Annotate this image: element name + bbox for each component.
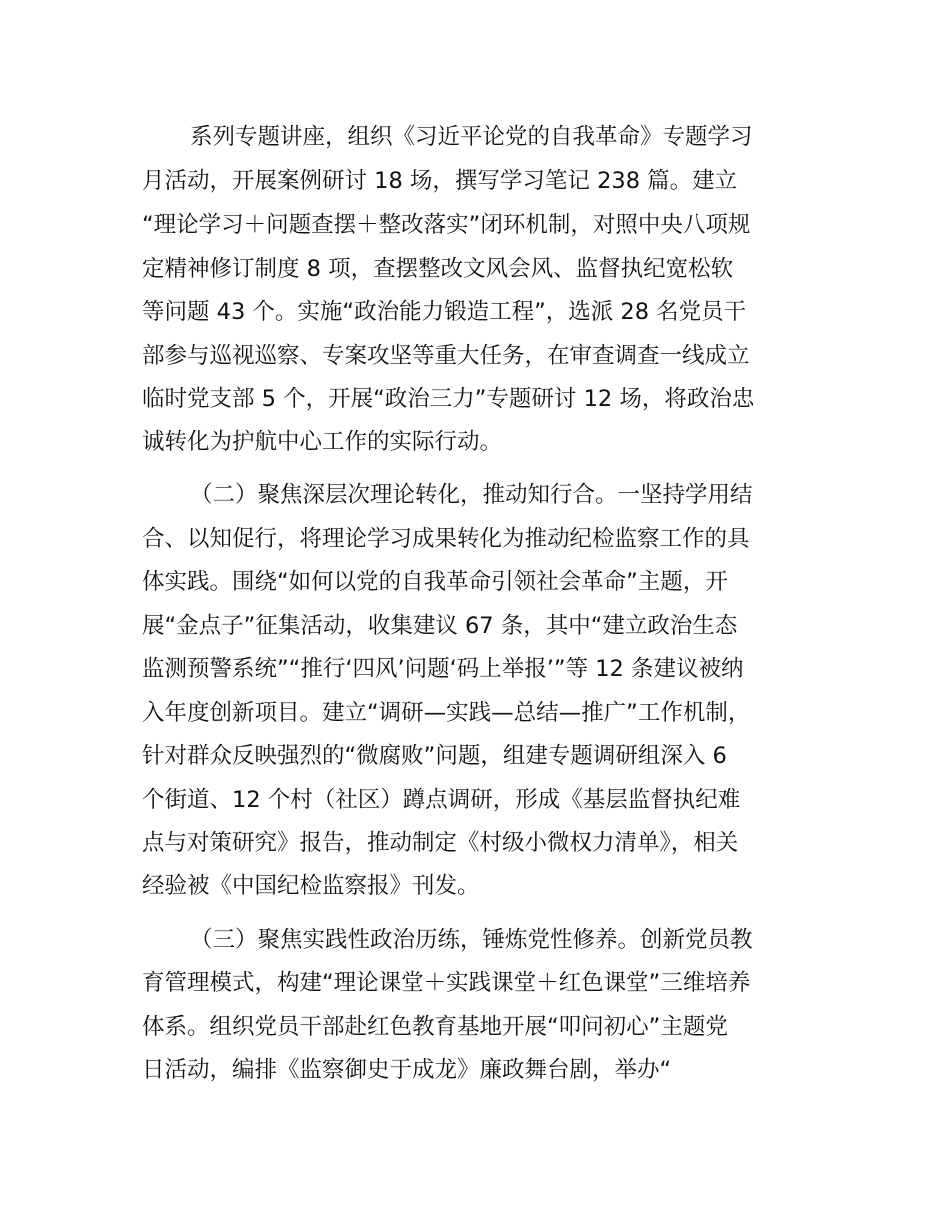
text-line: 等问题 43 个。实施“政治能力锻造工程”，选派 28 名党员干 [142,299,747,325]
text-line: 系列专题讲座，组织《习近平论党的自我革命》专题学习 [190,124,753,150]
text-line: 入年度创新项目。建立“调研—实践—总结—推广”工作机制， [142,700,751,726]
text-line: 点与对策研究》报告，推动制定《村级小微权力清单》，相关 [142,830,739,856]
text-line: 监测预警系统”“推行‘四风’问题‘码上举报’”等 12 条建议被纳 [142,656,744,682]
text-line: 临时党支部 5 个，开展“政治三力”专题研讨 12 场，将政治忠 [142,386,755,412]
text-line: 展“金点子”征集活动，收集建议 67 条，其中“建立政治生态 [142,613,738,639]
text-line: 针对群众反映强烈的“微腐败”问题，组建专题调研组深入 6 [142,743,727,769]
text-line: 部参与巡视巡察、专案攻坚等重大任务，在审查调查一线成立 [142,343,750,369]
text-line: 经验被《中国纪检监察报》刊发。 [142,873,480,899]
text-line: 日活动，编排《监察御史于成龙》廉政舞台剧，举办“ [142,1057,672,1083]
text-line: 个街道、12 个村（社区）蹲点调研，形成《基层监督执纪难 [142,787,741,813]
text-line: 体实践。围绕“如何以党的自我革命引领社会革命”主题，开 [142,569,728,595]
text-line: （二）聚焦深层次理论转化，推动知行合。一坚持学用结 [190,482,753,508]
text-line: 育管理模式，构建“理论课堂＋实践课堂＋红色课堂”三维培养 [142,970,751,996]
text-line: （三）聚焦实践性政治历练，锤炼党性修养。创新党员教 [190,927,753,953]
text-line: 体系。组织党员干部赴红色教育基地开展“叩问初心”主题党 [142,1014,728,1040]
text-line: “理论学习＋问题查摆＋整改落实”闭环机制，对照中央八项规 [142,212,751,238]
text-line: 定精神修订制度 8 项，查摆整改文风会风、监督执纪宽松软 [142,256,734,282]
text-line: 诚转化为护航中心工作的实际行动。 [142,429,503,455]
text-line: 合、以知促行，将理论学习成果转化为推动纪检监察工作的具 [142,526,750,552]
text-line: 月活动，开展案例研讨 18 场，撰写学习笔记 238 篇。建立 [142,168,738,194]
